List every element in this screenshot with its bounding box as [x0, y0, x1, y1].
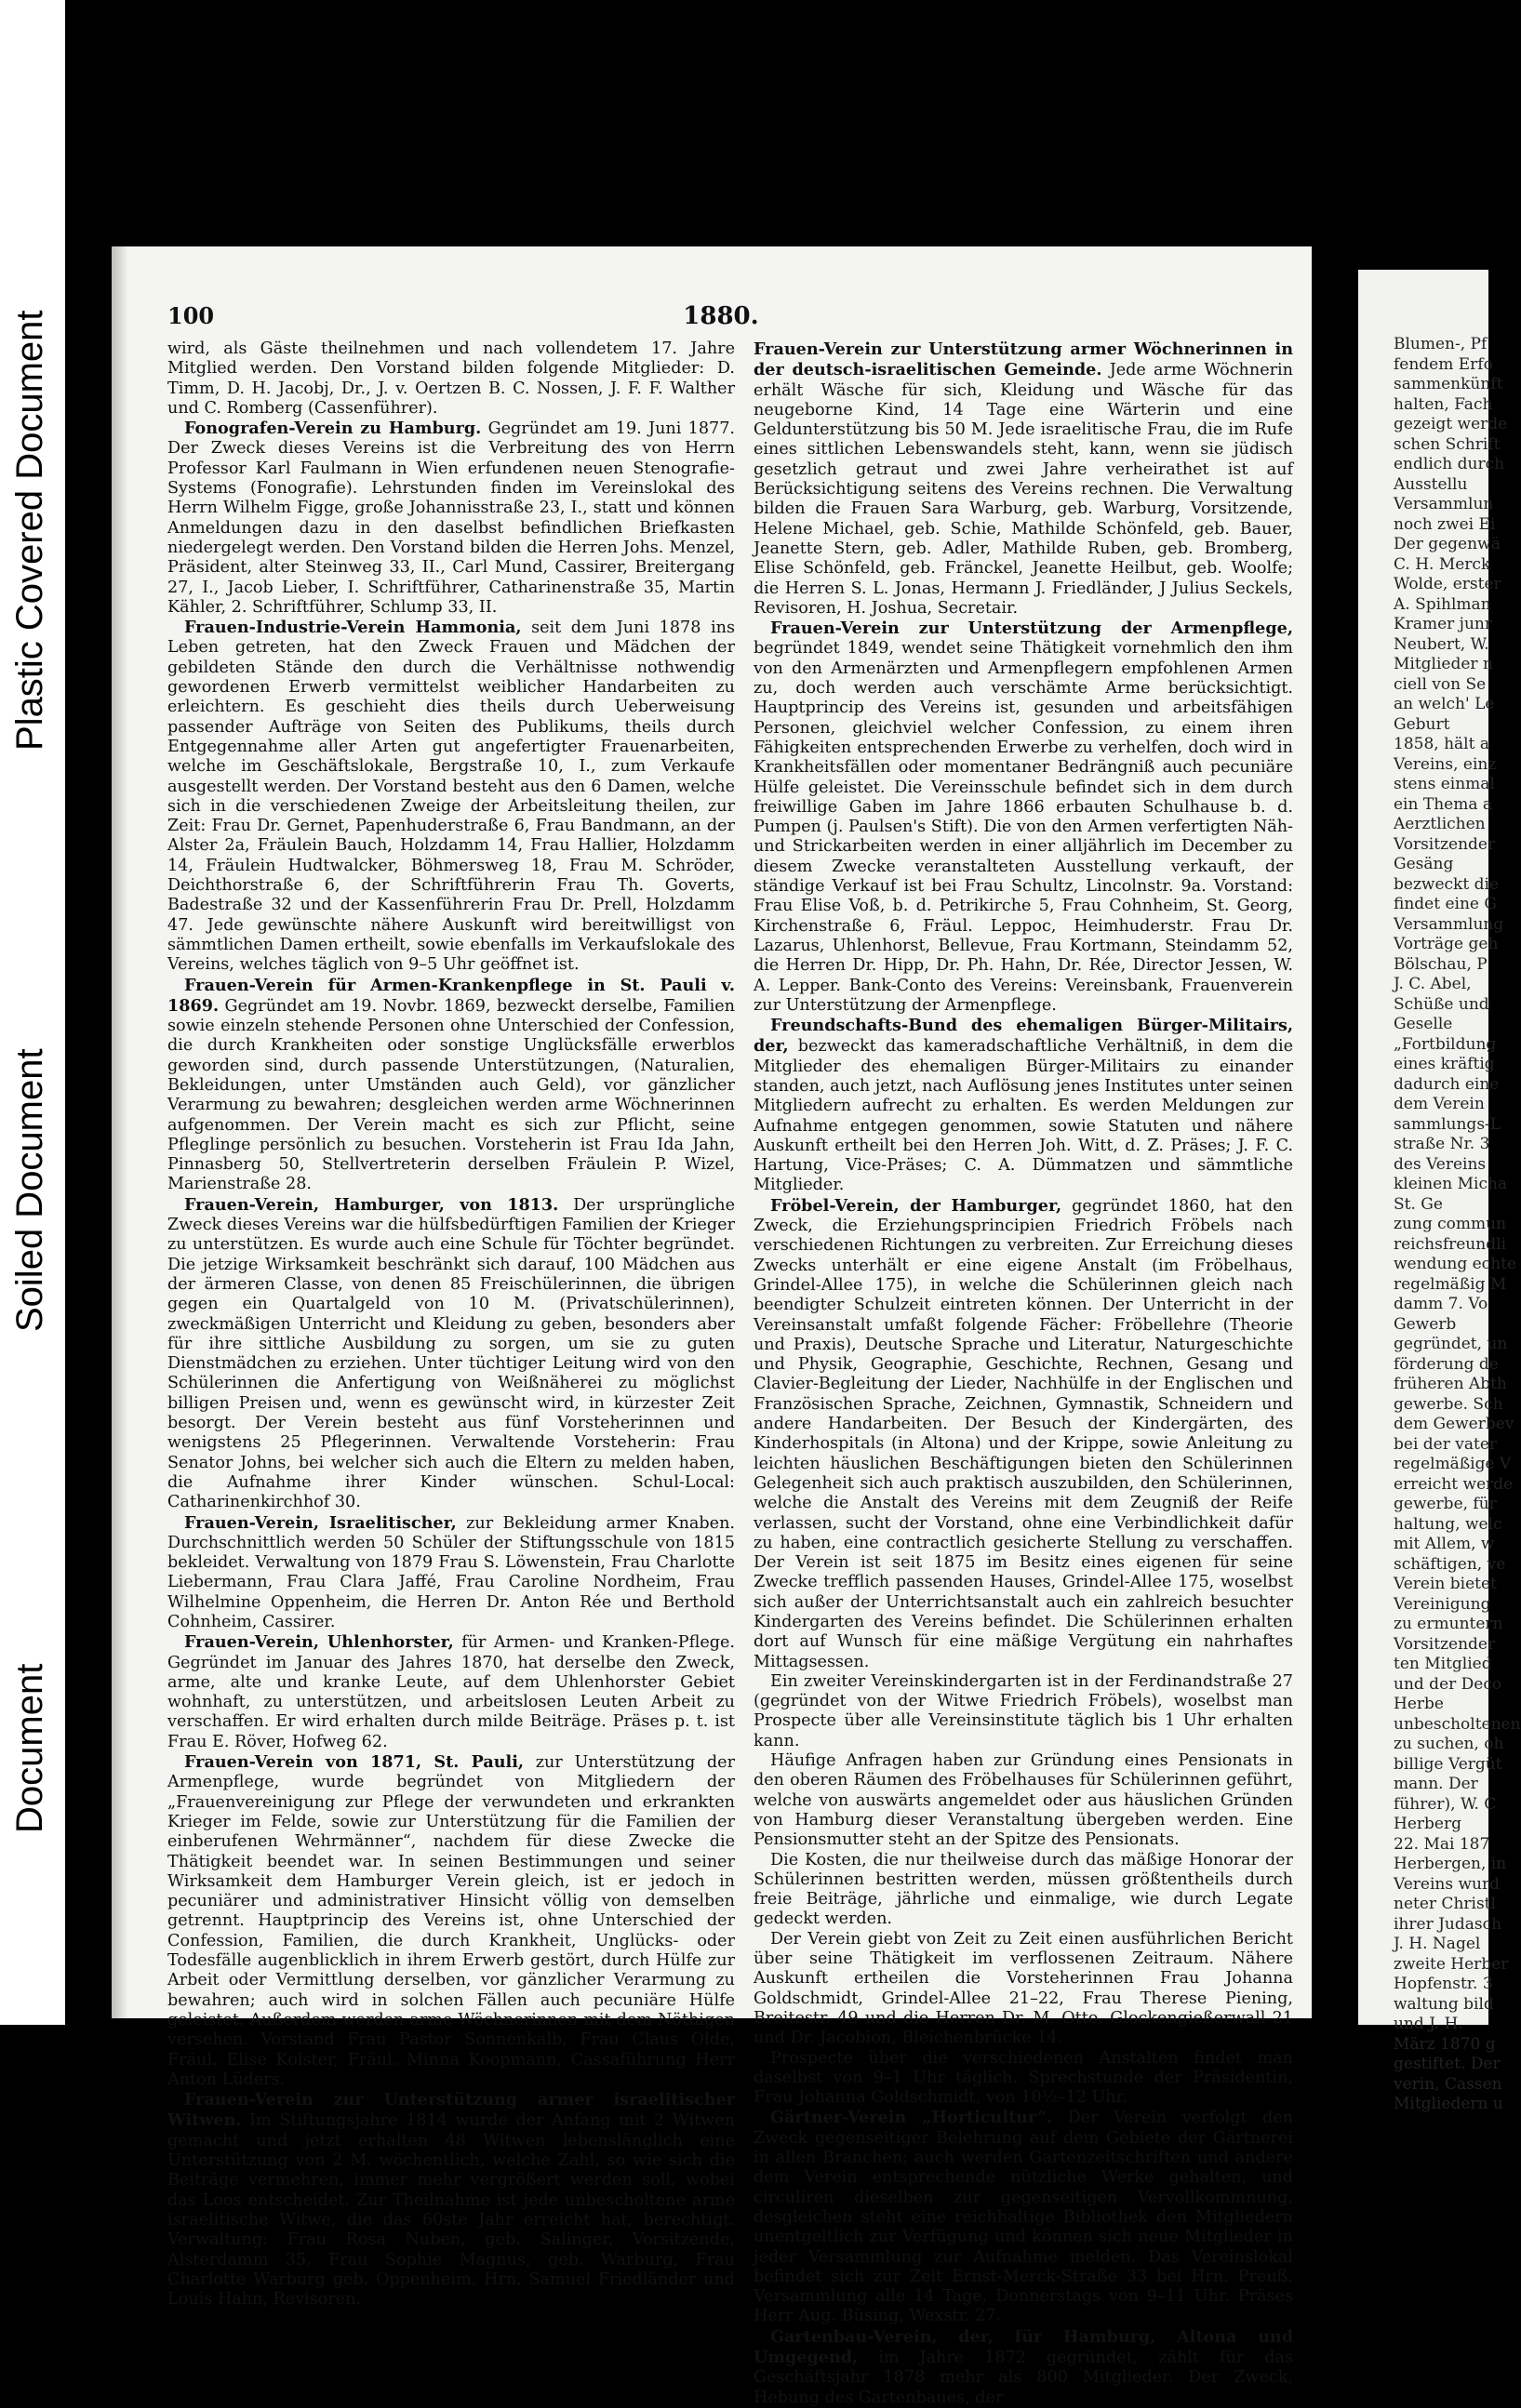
entry-text: Der ursprüngliche Zweck dieses Vereins war die hülfsbedürftigen Familien der Krieger zu unterstützen. Es wurde auch eine Schule für Töchter begründet. Die jetzige Wirksamkeit beschränkt sich darauf, 100 Mädchen aus der ärmeren Classe, von denen 85 Freischülerinnen, die übrigen gegen ein Quartalgeld von 10 M. (Privatschülerinnen), zweckmäßigen Unterricht und Kleidung zu geben, besonders aber für ihre sittliche Ausbildung zu sorgen, um sie zu guten Dienstmädchen zu erziehen. Unter tüchtiger Leitung wird von den Schülerinnen die Anfertigung von Weißnäherei zu möglichst billigen Preisen und, wenn es gewünscht wird, in kürzester Zeit besorgt. Der Verein besteht aus fünf Vorsteherinnen und wenigstens 25 Pflegerinnen. Verwaltende Vorsteherin: Frau Senator Johns, bei welcher sich auch die Eltern zu melden haben, die Aufnahme ihrer Kinder wünschen. Schul-Local: Catharinenkirchhof 30. [167, 1195, 735, 1512]
document-page [112, 246, 1312, 2407]
adjacent-page-line: Aerztlichen [1394, 815, 1486, 833]
entry-heading: Fröbel-Verein, der Hamburger, [770, 1195, 1062, 1216]
adjacent-page-line: Verein bietet [1394, 1575, 1497, 1593]
adjacent-page-line: März 1870 g [1394, 2034, 1496, 2054]
entry-text: seit dem Juni 1878 ins Leben getreten, hat den Zweck Frauen und Mädchen der gebildeten Stände den durch die Verhältnisse nothwendig gewordenen Erwerb vermittelst weiblicher Handarbeiten zu erleichtern. Es geschieht dies theils durch Ueberweisung passender Aufträge von Seiten des Publikums, theils durch Entgegennahme aller Arten gut angefertigter Frauenarbeiten, welche im Geschäftslokale, Bergstraße 10, I., zum Verkaufe ausgestellt werden. Der Vorstand besteht aus den 6 Damen, welche sich in die verschiedenen Zweige der Arbeitsleitung theilen, zur Zeit: Frau Dr. Gernet, Papenhuderstraße 6, Frau Bandmann, an der Alster 2a, Fräulein Bauch, Holzdamm 14, Frau Hallier, Holzdamm 14, Fräulein Hudtwalcker, Böhmersweg 18, Frau M. Schröder, Deichthorstraße 6, der Schriftführerin Frau Th. Goverts, Badestraße 32 und der Kassenführerin Frau Dr. Prell, Holzdamm 47. Jede gewünschte nähere Auskunft wird bereitwilligst von sämmtlichen Damen ertheilt, sowie ebenfalls im Verkaufslokale des Vereins, welches täglich von 9–5 Uhr geöffnet ist. [167, 619, 735, 975]
side-label-document: Document [9, 1663, 50, 1834]
entry-heading: Freundschafts-Bund des ehemaligen Bürger-Militairs, der, [754, 1016, 1293, 1057]
adjacent-page-line: Neubert, W. [1394, 634, 1489, 654]
entry-heading: Frauen-Verein, Israelitischer, [184, 1512, 457, 1533]
adjacent-page-line: erreicht werde [1394, 1474, 1514, 1494]
adjacent-page-line: Herbergen, in [1394, 1855, 1507, 1873]
adjacent-page-line: förderung de [1394, 1354, 1499, 1374]
adjacent-page-line: bezweckt die [1394, 874, 1499, 894]
adjacent-page-line: Versammlung [1394, 914, 1504, 934]
adjacent-page-line: neter Christl [1394, 1895, 1496, 1913]
entry-heading: Frauen-Verein von 1871, St. Pauli, [184, 1752, 525, 1773]
adjacent-page-line: ein Thema a [1394, 794, 1492, 814]
adjacent-page-line: zung commun [1394, 1215, 1507, 1233]
adjacent-page-line: dadurch eine [1394, 1074, 1500, 1094]
adjacent-page-line: halten, Fach [1394, 394, 1493, 414]
adjacent-page-line: Blumen-, Pf [1394, 335, 1488, 353]
adjacent-page-line: Vereins, einz [1394, 754, 1497, 774]
adjacent-page-line: sammlungs-L [1394, 1114, 1501, 1134]
page-number: 100 [167, 302, 215, 329]
directory-entry [754, 619, 1293, 1016]
left-column [167, 339, 736, 2309]
adjacent-page-line: schen Schrift [1394, 434, 1501, 454]
adjacent-page-line: gewerbe, für [1394, 1495, 1497, 1513]
adjacent-page-line: und der Deco [1394, 1674, 1502, 1694]
adjacent-page-line: mann. Der [1394, 1775, 1478, 1793]
adjacent-page-line: dem Gewerbev [1394, 1415, 1514, 1433]
entry-heading: Frauen-Verein, Hamburger, von 1813. [184, 1194, 559, 1215]
adjacent-page-line: gewerbe. Sch [1394, 1394, 1503, 1414]
adjacent-page-line: straße Nr. 3 [1394, 1135, 1490, 1153]
entry-text: für Armen- und Kranken-Pflege. Gegründet im Januar des Jahres 1870, hat derselbe den Zweck, arme, alte und kranke Leute, auf dem Uhlenhorster Gebiet wohnhaft, zu unterstützen, und arbeitslosen Leuten Arbeit zu verschaffen. Er wird erhalten durch milde Beiträge. Präses p. t. ist Frau E. Röver, Hofweg 62. [167, 1633, 736, 1751]
adjacent-page-line: endlich durch [1394, 455, 1505, 473]
entry-text: Im Stiftungsjahre 1814 wurde der Anfang mit 2 Witwen gemacht und jetzt erhalten 48 Witwen lebenslänglich eine Unterstützung von 2 M. wöchentlich, welche Zahl, so wie sich die Beiträge vermehren, immer mehr vergrößert werden soll, wobei das Loos entscheidet. Zur Theilnahme ist jede unbescholtene arme israelitische Witwe, die das 60ste Jahr erreicht hat, berechtigt. Verwaltung: Frau Rosa Nuben, geb. Salinger, Vorsitzende, Alsterdamm 35, Frau Sophie Magnus, geb. Warburg, Frau Charlotte Warburg geb. Oppenheim, Hrn. Samuel Friedländer und Louis Hahn, Revisoren. [167, 2111, 736, 2309]
entry-text: Prospecte über die verschiedenen Anstalten findet man daselbst von 9–1 Uhr täglich. Sprechstunde der Präsidentin, Frau Johanna Goldschmidt, von 10½–12 Uhr. [754, 2048, 1293, 2108]
directory-entry [167, 339, 735, 419]
directory-entry [754, 1016, 1293, 1196]
adjacent-page-line: zu ermuntern [1394, 1615, 1503, 1633]
adjacent-page-line: J. C. Abel, [1394, 975, 1472, 993]
entry-heading: Frauen-Industrie-Verein Hammonia, [184, 618, 522, 638]
adjacent-page-line: unbescholtenen [1394, 1714, 1521, 1734]
adjacent-page-line: Geselle [1394, 1015, 1453, 1033]
adjacent-page-line: Gewerb [1394, 1314, 1457, 1334]
adjacent-page-line: Kramer junr [1394, 615, 1492, 633]
entry-text: Der Verein verfolgt den Zweck gegenseitiger Belehrung auf dem Gebiete der Gärtnerei in allen Branchen; auch werden Gartenzeitschriften und andere dem Verein entsprechende nützliche Werke gehalten, und circuliren dieselben zur gegenseitigen Vervollkommnung, desgleichen steht eine reichhaltige Bibliothek den Mitgliedern unentgeltlich zur Verfügung und können sich neue Mitglieder in jeder Versammlung zur Aufnahme melden. Das Vereinslokal befindet sich zur Zeit Ernst-Merck-Straße 33 bei Hrn. Preuß. Versammlung alle 14 Tage, Donnerstags von 9–11 Uhr. Präses Herr Aug. Büsing, Wexstr. 27. [754, 2109, 1293, 2326]
adjacent-page-line: regelmäßige V [1394, 1455, 1512, 1473]
adjacent-page-line: Bölschau, P [1394, 954, 1488, 974]
adjacent-page-line: Versammlun [1394, 495, 1494, 513]
entry-heading: Fonografen-Verein zu Hamburg. [184, 419, 482, 439]
entry-text: Häufige Anfragen haben zur Gründung eines Pensionats in den oberen Räumen des Fröbelhauses für Schülerinnen geführt, welche von auswärts angemeldet oder aus häuslichen Gründen von Hamburg dieser Veranstaltung übergeben werden. Eine Pensionsmutter steht an der Spitze des Pensionats. [754, 1751, 1293, 1850]
adjacent-page-line: wendung echte [1394, 1255, 1517, 1273]
adjacent-page-line: „Fortbildung [1394, 1034, 1497, 1054]
adjacent-page-line: gezeigt werde [1394, 415, 1508, 433]
adjacent-page-line: Hopfenstr. 3 [1394, 1975, 1493, 1993]
directory-entry [167, 618, 735, 975]
adjacent-page-line: waltung bild [1394, 1994, 1494, 2014]
page-header [167, 302, 1274, 334]
directory-entry [754, 339, 1293, 619]
directory-entry [754, 2049, 1293, 2109]
adjacent-page-line: Gesäng [1394, 855, 1454, 873]
adjacent-page-line: Der gegenwä [1394, 535, 1501, 553]
entry-text: Ein zweiter Vereinskindergarten ist in der Ferdinandstraße 27 (gegründet von der Witwe Friedrich Fröbels), woselbst man Prospecte über alle Vereinsinstitute täglich bis 1 Uhr erhalten kann. [754, 1671, 1293, 1750]
adjacent-page-line: Vorträge geh [1394, 935, 1499, 953]
entry-text: zur Unterstützung der Armenpflege, wurde begründet von Mitgliedern der „Frauenvereinigung zur Pflege der verwundeten und erkrankten Krieger im Felde, sowie zur Unterstützung für die Familien der einberufenen Wehrmänner“, nachdem für diese Zwecke die Thätigkeit beendet war. In seinen Bestimmungen und seiner Wirksamkeit dem Hamburger Verein gleich, ist er jedoch in pecuniärer und administrativer Hinsicht völlig von demselben getrennt. Hauptprincip des Vereins ist, ohne Unterschied der Confession, Familien, die durch Krankheit, Unglücks- oder Todesfälle augenblicklich in ihrem Erwerb gestört, durch Hülfe zur Arbeit oder Vermittlung derselben, vor gänzlicher Verarmung zu bewahren; auch wird in solchen Fällen auch pecuniäre Hülfe geleistet. Außerdem werden arme Wöchnerinnen mit dem Nöthigen versehen. Vorstand Frau Pastor Sonnenkalb, Frau Claus Olde, Fräul. Elise Kolster, Fräul. Minna Koopmann, Cassaführung Herr Anton Lüders. [167, 1753, 736, 2089]
adjacent-page-line: Vereinigung [1394, 1594, 1491, 1614]
adjacent-page-line: fendem Erfo [1394, 354, 1493, 374]
directory-entry [167, 1632, 735, 1752]
adjacent-page-line: dem Verein [1394, 1095, 1485, 1113]
directory-entry [167, 2090, 735, 2309]
adjacent-page-line: an welch' Le [1394, 695, 1495, 713]
adjacent-page-line: des Vereins [1394, 1154, 1487, 1174]
directory-entry [167, 1513, 735, 1633]
directory-entry [754, 1851, 1293, 1930]
entry-heading: Frauen-Verein zur Unterstützung armer israelitischer Witwen. [167, 2090, 735, 2131]
adjacent-page-line: Wolde, erster [1394, 575, 1501, 593]
adjacent-page-line: zweite Herber [1394, 1954, 1509, 1974]
adjacent-page-line: noch zwei Ei [1394, 514, 1496, 534]
directory-entry [754, 1751, 1293, 1850]
entry-text: Gegründet am 19. Novbr. 1869, bezweckt derselbe, Familien sowie einzeln stehende Personen ohne Unterschied der Confession, die durch Krankheiten oder sonstige Unglücksfälle erwerblos geworden sind, durch passende Unterstützungen, (Naturalien, Bekleidungen, unter Umständen auch Geld), vor gänzlicher Verarmung zu bewahren; desgleichen werden arme Wöchnerinnen aufgenommen. Der Verein macht es sich zur Pflicht, seine Pfleglinge persönlich zu besuchen. Vorsteherin ist Frau Ida Jahn, Pinnasberg 50, Stellvertreterin derselben Fräulein P. Wizel, Marienstraße 28. [167, 996, 735, 1194]
entry-text: Die Kosten, die nur theilweise durch das mäßige Honorar der Schülerinnen bestritten werden, müssen größtentheils durch freie Beiträge, jährliche und einmalige, wie durch Legate gedeckt werden. [754, 1850, 1293, 1929]
adjacent-page-line: reichsfreundli [1394, 1234, 1506, 1254]
adjacent-page-line: Mitgliedern u [1394, 2095, 1503, 2113]
adjacent-page-line: verin, Cassen [1394, 2074, 1502, 2094]
directory-entry [167, 1195, 735, 1513]
adjacent-page-line: Ausstellu [1394, 474, 1468, 494]
adjacent-page-line: mit Allem, w [1394, 1535, 1495, 1553]
directory-entry [754, 2327, 1293, 2408]
entry-text: Der Verein giebt von Zeit zu Zeit einen ausführlichen Bericht über seine Thätigkeit im verflossenen Zeitraum. Nähere Auskunft ertheilen die Vorsteherinnen Frau Johanna Goldschmidt, Grindel-Allee 21–22, Frau Therese Piening, Breitestr. 49 und die Herren Dr. M. Otto, Glockengießerwall 21 und Dr. Jacobion, Bleichenbrücke 14. [754, 1929, 1293, 2048]
adjacent-page-line: und J. H. [1394, 2015, 1463, 2033]
adjacent-page-line: zu suchen, oh [1394, 1735, 1504, 1753]
adjacent-page-line: bei der vater [1394, 1434, 1498, 1454]
adjacent-page-line: eines kräftig [1394, 1055, 1495, 1073]
directory-entry [754, 1930, 1293, 2049]
directory-entry [167, 419, 735, 618]
page-year: 1880. [683, 302, 759, 330]
adjacent-page-line: schäftigen, ve [1394, 1554, 1506, 1574]
adjacent-page-line: C. H. Merck [1394, 554, 1491, 574]
directory-entry [754, 1196, 1293, 1672]
middle-column [754, 339, 1294, 2407]
adjacent-page-line: Herbe [1394, 1695, 1444, 1713]
adjacent-page-line: Vorsitzender [1394, 834, 1496, 854]
directory-entry [167, 976, 735, 1195]
adjacent-page-line: Schüße und [1394, 994, 1489, 1014]
entry-heading: Frauen-Verein zur Unterstützung der Armenpflege, [770, 619, 1293, 639]
adjacent-page-line: sammenkünft [1394, 375, 1503, 393]
directory-entry [754, 2108, 1293, 2326]
entry-text: zur Bekleidung armer Knaben. Durchschnittlich werden 50 Schüler der Stiftungsschule von 1815 bekleidet. Verwaltung von 1879 Frau S. Löwenstein, Frau Charlotte Liebermann, Frau Clara Jaffé, Frau Caroline Nordheim, Frau Wilhelmine Oppenheim, die Herren Dr. Anton Rée und Berthold Cohnheim, Cassirer. [167, 1513, 735, 1631]
adjacent-page-line: kleinen Micha [1394, 1175, 1508, 1193]
adjacent-page-line: Vorsitzender [1394, 1634, 1496, 1654]
entry-text: Jede arme Wöchnerin erhält Wäsche für sich, Kleidung und Wäsche für das neugeborne Kind, 14 Tage eine Wärterin und eine Geldunterstützung bis 50 M. Jede israelitische Frau, die im Rufe eines sittlichen Lebenswandels steht, kann, wenn sie jüdisch gesetzlich getraut und zwei Jahre verheirathet ist auf Berücksichtigung seitens des Vereins rechnen. Die Verwaltung bilden die Frauen Sara Warburg, geb. Warburg, Vorsitzende, Helene Michael, geb. Schie, Mathilde Schönfeld, geb. Bauer, Jeanette Stern, geb. Adler, Mathilde Ruben, geb. Bromberg, Elise Schönfeld, geb. Fränckel, Jeanette Heilbut, geb. Woolfe; die Herren S. L. Jonas, Hermann J. Friedländer, J Julius Seckels, Revisoren, H. Joshua, Secretair. [754, 361, 1293, 618]
entry-text: wird, als Gäste theilnehmen und nach vollendetem 17. Jahre Mitglied werden. Den Vorstand bilden folgende Mitglieder: D. Timm, D. H. Jacobj, Dr., J. v. Oertzen B. C. Nossen, J. F. F. Walther und C. Romberg (Cassenführer). [167, 339, 735, 418]
adjacent-page-strip [1358, 270, 1521, 2113]
adjacent-page-line: A. Spihlman [1394, 594, 1491, 614]
adjacent-page-line: Mitglieder n [1394, 655, 1493, 673]
entry-heading: Frauen-Verein für Armen-Krankenpflege in St. Pauli v. 1869. [167, 975, 735, 1016]
entry-text: begründet 1849, wendet seine Thätigkeit vornehmlich den ihm von den Armenärzten und Armenpflegern empfohlenen Armen zu, doch werden auch verschämte Arme berücksichtigt. Hauptprincip des Vereins ist, gesunden und arbeitsfähigen Personen, gleichviel welcher Confession, zu einem ihren Fähigkeiten entsprechenden Erwerbe zu verhelfen, doch wird in Krankheitsfällen oder momentaner Bedrängniß auch pecuniäre Hülfe geleistet. Die Vereinsschule befindet sich in dem durch freiwillige Gaben im Jahre 1866 erbauten Schulhause b. d. Pumpen (j. Paulsen's Stift). Die von den Armen verfertigten Näh- und Strickarbeiten werden in einer alljährlich im December zu diesem Zwecke veranstalteten Ausstellung verkauft, der ständige Verkauf ist bei Frau Schultz, Lincolnstr. 9a. Vorstand: Frau Elise Voß, b. d. Petrikirche 5, Frau Cohnheim, St. Georg, Kirchenstraße 6, Fräul. Leppoc, Heimhuderstr. Frau Dr. Lazarus, Uhlenhorst, Bellevue, Frau Kortmann, Steindamm 52, die Herren Dr. Hipp, Dr. Ph. Hahn, Dr. Rée, Director Jessen, W. A. Lepper. Bank-Conto des Vereins: Vereinsbank, Frauenverein zur Unterstützung der Armenpflege. [754, 639, 1293, 1015]
entry-heading: Gärtner-Verein „Horticultur“. [770, 2108, 1053, 2128]
entry-text: gegründet 1860, hat den Zweck, die Erziehungsprincipien Friedrich Fröbels nach verschiedenen Richtungen zu verbreiten. Zur Erreichung dieses Zwecks unterhält er eine eigene Anstalt (im Fröbelhaus, Grindel-Allee 175), in welche die Schülerinnen gleich nach beendigter Schulzeit eintreten können. Der Unterricht in der Vereinsanstalt umfaßt folgende Fächer: Fröbellehre (Theorie und Praxis), Deutsche Sprache und Literatur, Naturgeschichte und Physik, Geographie, Geschichte, Rechnen, Gesang und Clavier-Begleitung der Lieder, Nachhülfe in der Englischen und Französischen Sprache, Zeichnen, Gymnastik, Schneidern und andere Handarbeiten. Der Besuch der Kindergärten, des Kinderhospitals (in Altona) und der Krippe, sowie Anleitung zu leichten häuslichen Beschäftigungen bieten den Schülerinnen Gelegenheit sich auch praktisch auszubilden, den Schülerinnen, welche die Anstalt des Vereins mit dem Zeugniß der Reife verlassen, sucht der Vorstand, ohne eine Verbindlichkeit dafür zu haben, eine contractlich gesicherte Stellung zu verschaffen. Der Verein ist seit 1875 im Besitz eines eigenen für seine Zwecke trefflich passenden Hauses, Grindel-Allee 175, woselbst sich außer der Unterrichtsanstalt auch ein zahlreich besuchter Kindergarten des Vereins befindet. Die Schülerinnen erhalten dort auf Wunsch für eine mäßige Vergütung ein nahrhaftes Mittagsessen. [754, 1196, 1294, 1671]
adjacent-page-line: ihrer Judasch [1394, 1914, 1502, 1934]
adjacent-page-line: billige Vergüt [1394, 1754, 1502, 1774]
adjacent-page-line: Geburt [1394, 714, 1450, 734]
adjacent-page-line: stens einmal [1394, 775, 1495, 793]
adjacent-page-line: St. Ge [1394, 1194, 1443, 1214]
entry-text: bezweckt das kameradschaftliche Verhältniß, in dem die Mitglieder des ehemaligen Bürger-Militairs zu einander standen, auch jetzt, nach Auflösung jenes Institutes unter seinen Mitgliedern aufrecht zu erhalten. Es werden Meldungen zur Aufnahme entgegen genommen, sowie Statuten und nähere Auskunft ertheilt bei den Herren Joh. Witt, d. Z. Präses; J. F. C. Hartung, Vice-Präses; C. A. Dümmatzen und sämmtliche Mitglieder. [754, 1037, 1294, 1195]
side-label-soiled: Soiled Document [9, 1048, 50, 1333]
adjacent-page-line: ten Mitglied [1394, 1655, 1492, 1673]
side-label-strip [0, 0, 65, 2025]
entry-heading: Frauen-Verein zur Unterstützung armer Wöchnerinnen in der deutsch-israelitischen Gemeinde. [754, 339, 1293, 380]
directory-entry [167, 1752, 735, 2090]
entry-heading: Gartenbau-Verein, der, für Hamburg, Altona und Umgegend, [754, 2326, 1293, 2367]
side-label-plastic-covered: Plastic Covered Document [9, 310, 50, 751]
adjacent-page-line: gegründet, un [1394, 1335, 1508, 1353]
adjacent-page-line: haltung, welc [1394, 1514, 1502, 1534]
adjacent-page-text [1394, 335, 1521, 2115]
adjacent-page-line: damm 7. Vo [1394, 1295, 1488, 1313]
adjacent-page-line: früheren Abth [1394, 1375, 1507, 1393]
adjacent-page-line: 22. Mai 187 [1394, 1834, 1490, 1854]
adjacent-page-line: führer), W. C [1394, 1794, 1497, 1814]
entry-text: im Jahre 1872 gegründet, zählt für das Geschäftsjahr 1878 mehr als 800 Mitglieder. Der Zweck, Hebung des Gartenbaues, der [754, 2348, 1293, 2407]
adjacent-page-line: regelmäßig M [1394, 1274, 1507, 1294]
adjacent-page-line: findet eine G [1394, 895, 1497, 913]
directory-entry [754, 1672, 1293, 1751]
adjacent-page-line: 1858, hält a [1394, 735, 1489, 753]
adjacent-page-line: gestiftet. Der [1394, 2055, 1501, 2073]
entry-text: Gegründet am 19. Juni 1877. Der Zweck dieses Vereins ist die Verbreitung des von Herrn Professor Karl Faulmann in Wien erfundenen neuen Stenografie-Systems (Fonografie). Lehrstunden finden im Vereinslokal des Herrn Wilhelm Figge, große Johannisstraße 23, I., statt und können Anmeldungen dazu in den daselbst befindlichen Briefkasten niedergelegt werden. Den Vorstand bilden die Herren Johs. Menzel, Präsident, alter Steinweg 33, II., Carl Mund, Cassirer, Breitergang 27, I., Jacob Lieber, I. Schriftführer, Catharinenstraße 35, Martin Kähler, 2. Schriftführer, Schlump 33, II. [167, 419, 736, 617]
adjacent-page-line: J. H. Nagel [1394, 1935, 1481, 1953]
adjacent-page-line: ciell von Se [1394, 674, 1487, 694]
adjacent-page-line: Vereins wurd [1394, 1874, 1500, 1894]
adjacent-page-line: Herberg [1394, 1815, 1461, 1833]
entry-heading: Frauen-Verein, Uhlenhorster, [184, 1632, 454, 1653]
